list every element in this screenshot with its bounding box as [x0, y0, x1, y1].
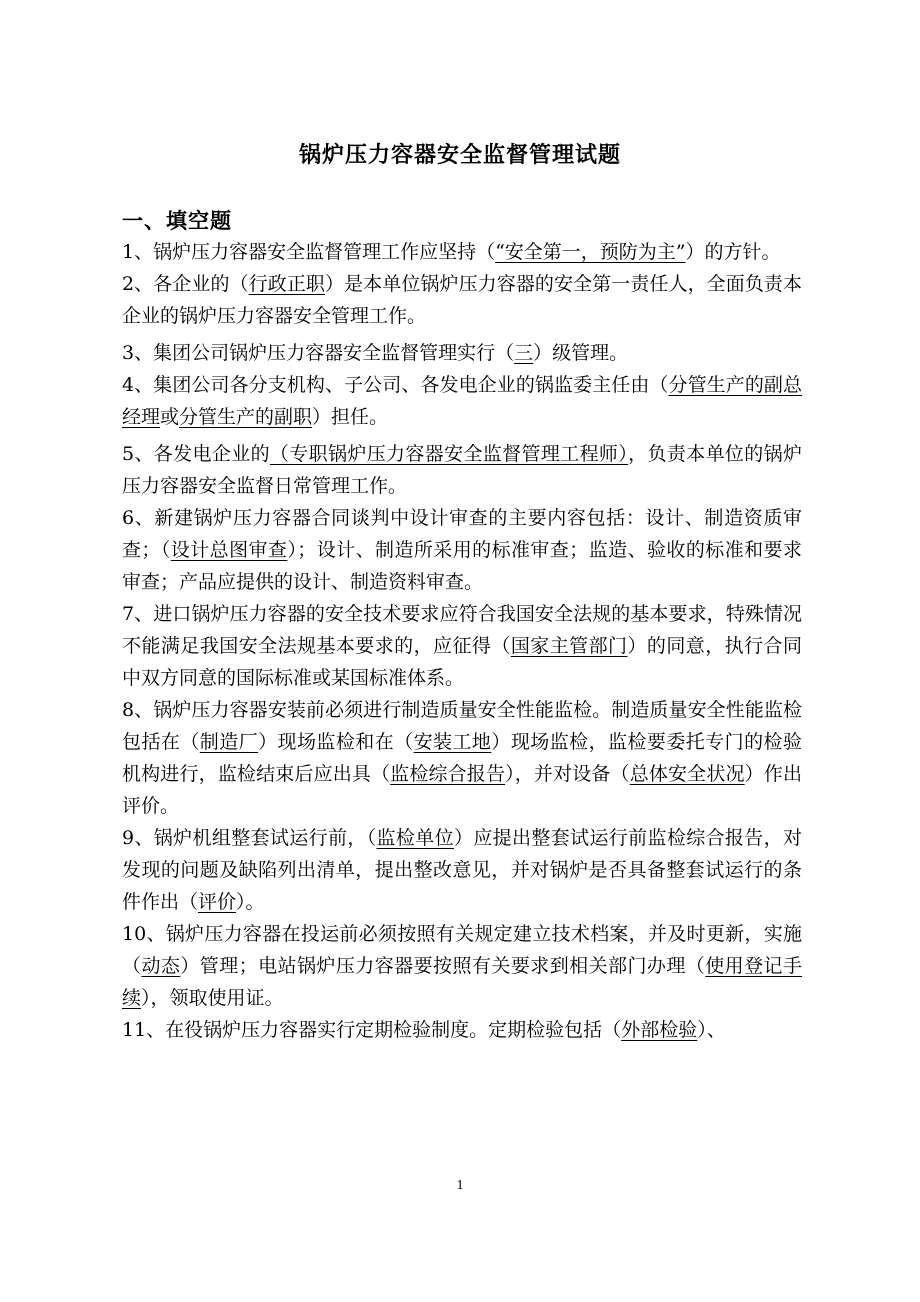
question-list [122, 236, 802, 1046]
page-number: 1 [456, 1178, 464, 1193]
answer-blank: （专职锅炉压力容器安全监督管理工程师） [269, 443, 629, 465]
answer-blank: 行政正职 [248, 273, 326, 295]
answer-blank: 设计总图审查 [170, 539, 288, 561]
question-item-6: 6、新建锅炉压力容器合同谈判中设计审查的主要内容包括：设计、制造资质审查；（设计总图审查）；设计、制造所采用的标准审查；监造、验收的标准和要求审查；产品应提供的设计、制造资料审查。 [122, 507, 802, 593]
answer-blank: 动态 [141, 955, 181, 977]
answer-blank: 外部检验 [621, 1019, 698, 1041]
question-item-9: 9、锅炉机组整套试运行前，（监检单位）应提出整套试运行前监检综合报告，对发现的问题及缺陷列出清单，提出整改意见，并对锅炉是否具备整套试运行的条件作出（评价）。 [122, 827, 802, 913]
question-item-5: 5、各发电企业的（专职锅炉压力容器安全监督管理工程师），负责本单位的锅炉压力容器安全监督日常管理工作。 [122, 443, 802, 497]
answer-blank: 总体安全状况 [629, 763, 745, 785]
question-item-2: 2、各企业的（行政正职）是本单位锅炉压力容器的安全第一责任人，全面负责本企业的锅炉压力容器安全管理工作。 [122, 273, 802, 327]
answer-blank: 国家主管部门 [510, 635, 628, 657]
question-item-10: 10、锅炉压力容器在投运前必须按照有关规定建立技术档案，并及时更新，实施（动态）管理；电站锅炉压力容器要按照有关要求到相关部门办理（使用登记手续），领取使用证。 [122, 923, 802, 1009]
answer-blank: 监检综合报告 [390, 763, 506, 785]
answer-blank: 监检单位 [376, 827, 454, 849]
question-item-4: 4、集团公司各分支机构、子公司、各发电企业的锅监委主任由（分管生产的副总经理或分管生产的副职）担任。 [122, 374, 802, 428]
question-item-1: 1、锅炉压力容器安全监督管理工作应坚持（“安全第一，预防为主”）的方针。 [122, 241, 781, 263]
answer-blank: 评价 [198, 891, 237, 913]
question-item-7: 7、进口锅炉压力容器的安全技术要求应符合我国安全法规的基本要求，特殊情况不能满足我国安全法规基本要求的，应征得（国家主管部门）的同意，执行合同中双方同意的国际标准或某国标准体系。 [122, 603, 802, 689]
answer-blank: 三 [514, 342, 534, 364]
answer-blank: 分管生产的副总经理 [122, 374, 802, 428]
answer-blank: 使用登记手续 [122, 955, 802, 1009]
document-title: 锅炉压力容器安全监督管理试题 [298, 143, 621, 168]
answer-blank: 安装工地 [413, 731, 492, 753]
answer-blank: “安全第一，预防为主” [495, 241, 686, 263]
section-heading: 一、填空题 [122, 209, 232, 233]
answer-blank: 分管生产的副职 [179, 406, 313, 428]
question-item-11: 11、在役锅炉压力容器实行定期检验制度。定期检验包括（外部检验）、 [122, 1019, 726, 1041]
answer-blank: 制造厂 [199, 731, 259, 753]
question-item-8: 8、锅炉压力容器安装前必须进行制造质量安全性能监检。制造质量安全性能监检包括在（制造厂）现场监检和在（安装工地）现场监检，监检要委托专门的检验机构进行，监检结束后应出具（监检综合报告），并对设备（总体安全状况）作出评价。 [122, 699, 802, 817]
question-item-3: 3、集团公司锅炉压力容器安全监督管理实行（三）级管理。 [122, 342, 629, 364]
